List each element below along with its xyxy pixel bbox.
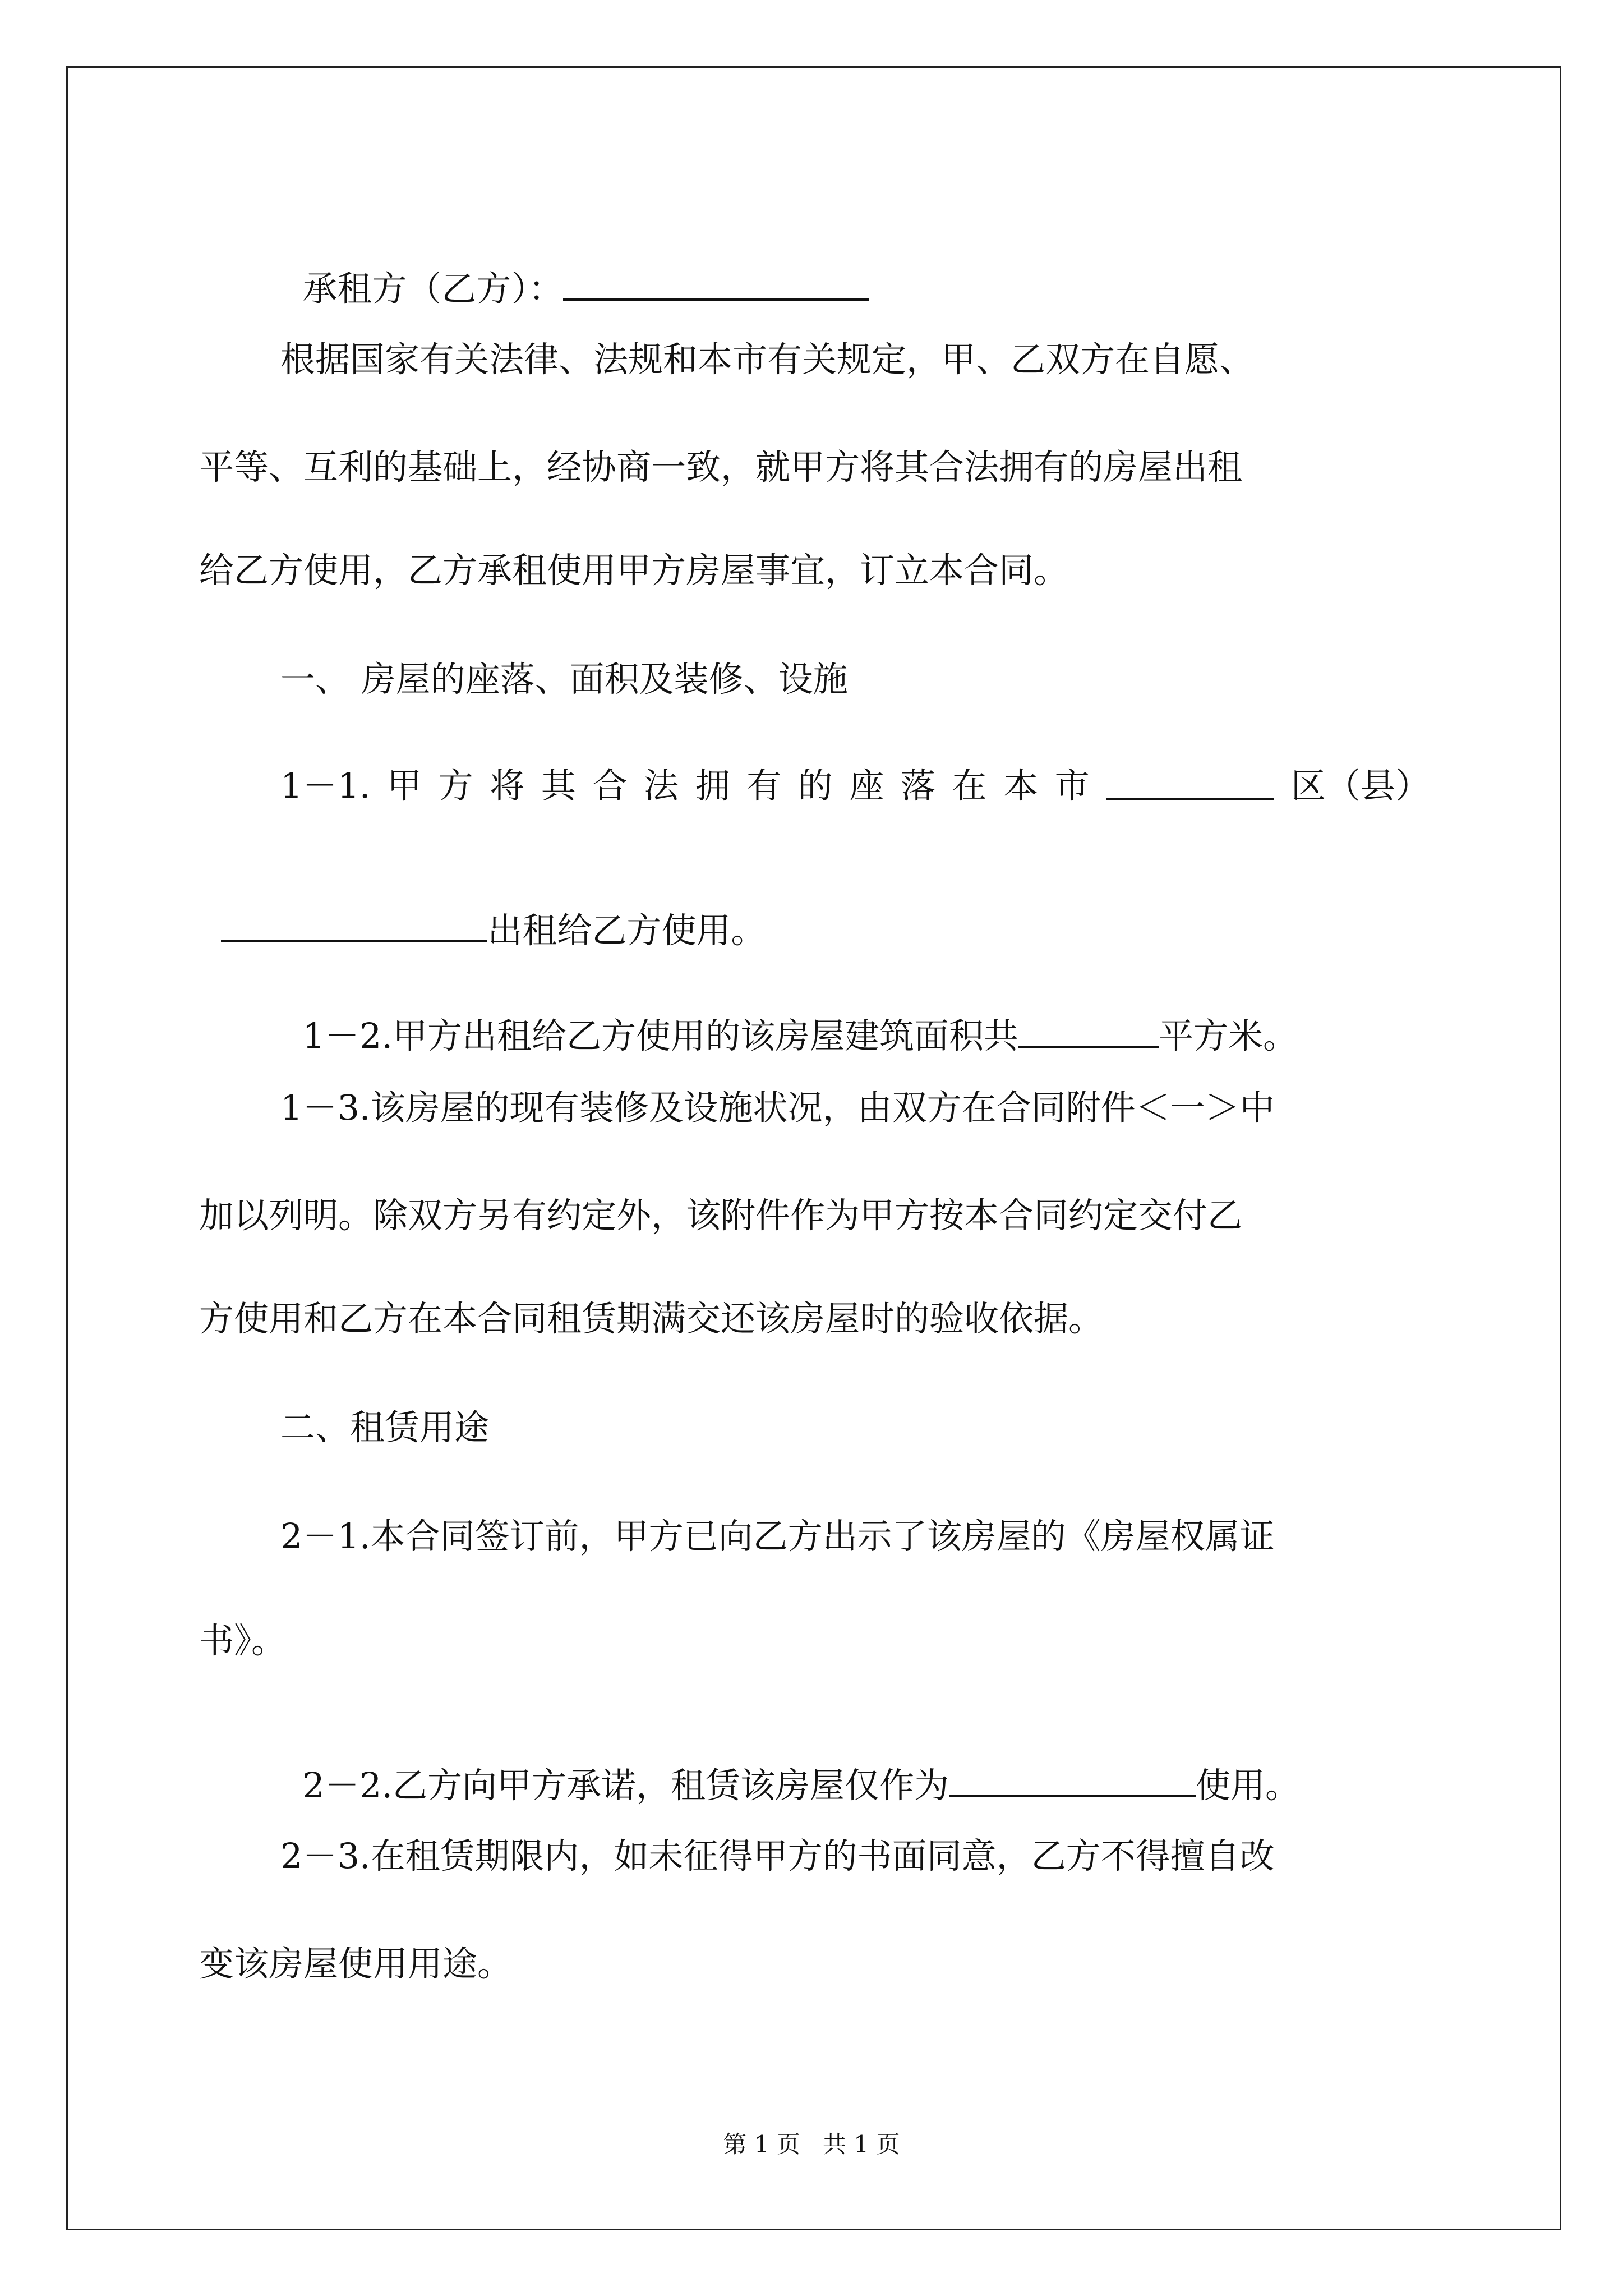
section2-heading: 二、租赁用途 — [280, 1407, 490, 1448]
lessee-line — [280, 234, 869, 309]
lessee-label: 承租方（乙方）： — [302, 268, 564, 309]
clause-1-2-text: 1－2.甲方出租给乙方使用的该房屋建筑面积共 — [302, 1015, 1019, 1056]
clause-1-1-char: 将 — [490, 765, 525, 806]
clause-2-3-line-1: 2－3.在租赁期限内，如未征得甲方的书面同意，乙方不得擅自改 — [280, 1835, 1275, 1876]
clause-2-1-line-2: 书》。 — [199, 1620, 287, 1661]
clause-1-1-char: 甲 — [387, 765, 422, 806]
clause-1-1-char: 座 — [849, 765, 884, 806]
clause-1-1-line-2-text: 出租给乙方使用。 — [487, 910, 766, 951]
clause-1-1-char: 拥 — [695, 765, 730, 806]
intro-line-3: 给乙方使用，乙方承租使用甲方房屋事宜，订立本合同。 — [199, 550, 1069, 591]
intro-line-2: 平等、互利的基础上，经协商一致，就甲方将其合法拥有的房屋出租 — [199, 447, 1243, 487]
clause-1-1-char: 其 — [541, 765, 576, 806]
clause-2-2-text: 2－2.乙方向甲方承诺，租赁该房屋仅作为 — [302, 1765, 949, 1806]
clause-2-2 — [280, 1731, 1301, 1806]
clause-1-1-char: 1－1. — [280, 765, 371, 806]
clause-1-1-char: 合 — [592, 765, 628, 806]
clause-1-1-char: 本 — [1003, 765, 1039, 806]
intro-line-1: 根据国家有关法律、法规和本市有关规定，甲、乙双方在自愿、 — [280, 339, 1255, 380]
lessee-name-blank — [563, 269, 869, 301]
area-blank — [1018, 1016, 1159, 1048]
clause-1-2-unit: 平方米。 — [1159, 1015, 1298, 1056]
clause-1-1-char: 的 — [797, 765, 833, 806]
page-footer: 第 1 页 共 1 页 — [723, 2131, 900, 2158]
clause-1-2 — [280, 982, 1298, 1056]
section1-heading: 一、 房屋的座落、面积及装修、设施 — [280, 659, 848, 700]
page-border — [66, 66, 1561, 2230]
clause-1-3-line-2: 加以列明。除双方另有约定外，该附件作为甲方按本合同约定交付乙 — [199, 1195, 1243, 1236]
clause-1-1-line-2 — [199, 876, 766, 951]
clause-2-3-line-2: 变该房屋使用用途。 — [199, 1943, 513, 1984]
clause-1-1-char: 法 — [644, 765, 679, 806]
clause-1-1-char: 在 — [952, 765, 987, 806]
clause-1-1-char: 市 — [1054, 765, 1090, 806]
clause-1-3-line-3: 方使用和乙方在本合同租赁期满交还该房屋时的验收依据。 — [199, 1298, 1104, 1339]
district-blank — [1106, 769, 1274, 800]
use-blank — [949, 1766, 1196, 1797]
clause-1-3-line-1: 1－3.该房屋的现有装修及设施状况，由双方在合同附件＜一＞中 — [280, 1087, 1275, 1128]
clause-1-1-char: 方 — [438, 765, 473, 806]
clause-1-1-char: 有 — [746, 765, 782, 806]
clause-2-2-end: 使用。 — [1196, 1765, 1301, 1806]
clause-1-1-district: 区（县） — [1290, 765, 1430, 806]
clause-1-1-char: 落 — [900, 765, 935, 806]
address-blank — [221, 911, 487, 942]
clause-1-1-line-1 — [280, 765, 1430, 806]
clause-2-1-line-1: 2－1.本合同签订前，甲方已向乙方出示了该房屋的《房屋权属证 — [280, 1516, 1275, 1557]
